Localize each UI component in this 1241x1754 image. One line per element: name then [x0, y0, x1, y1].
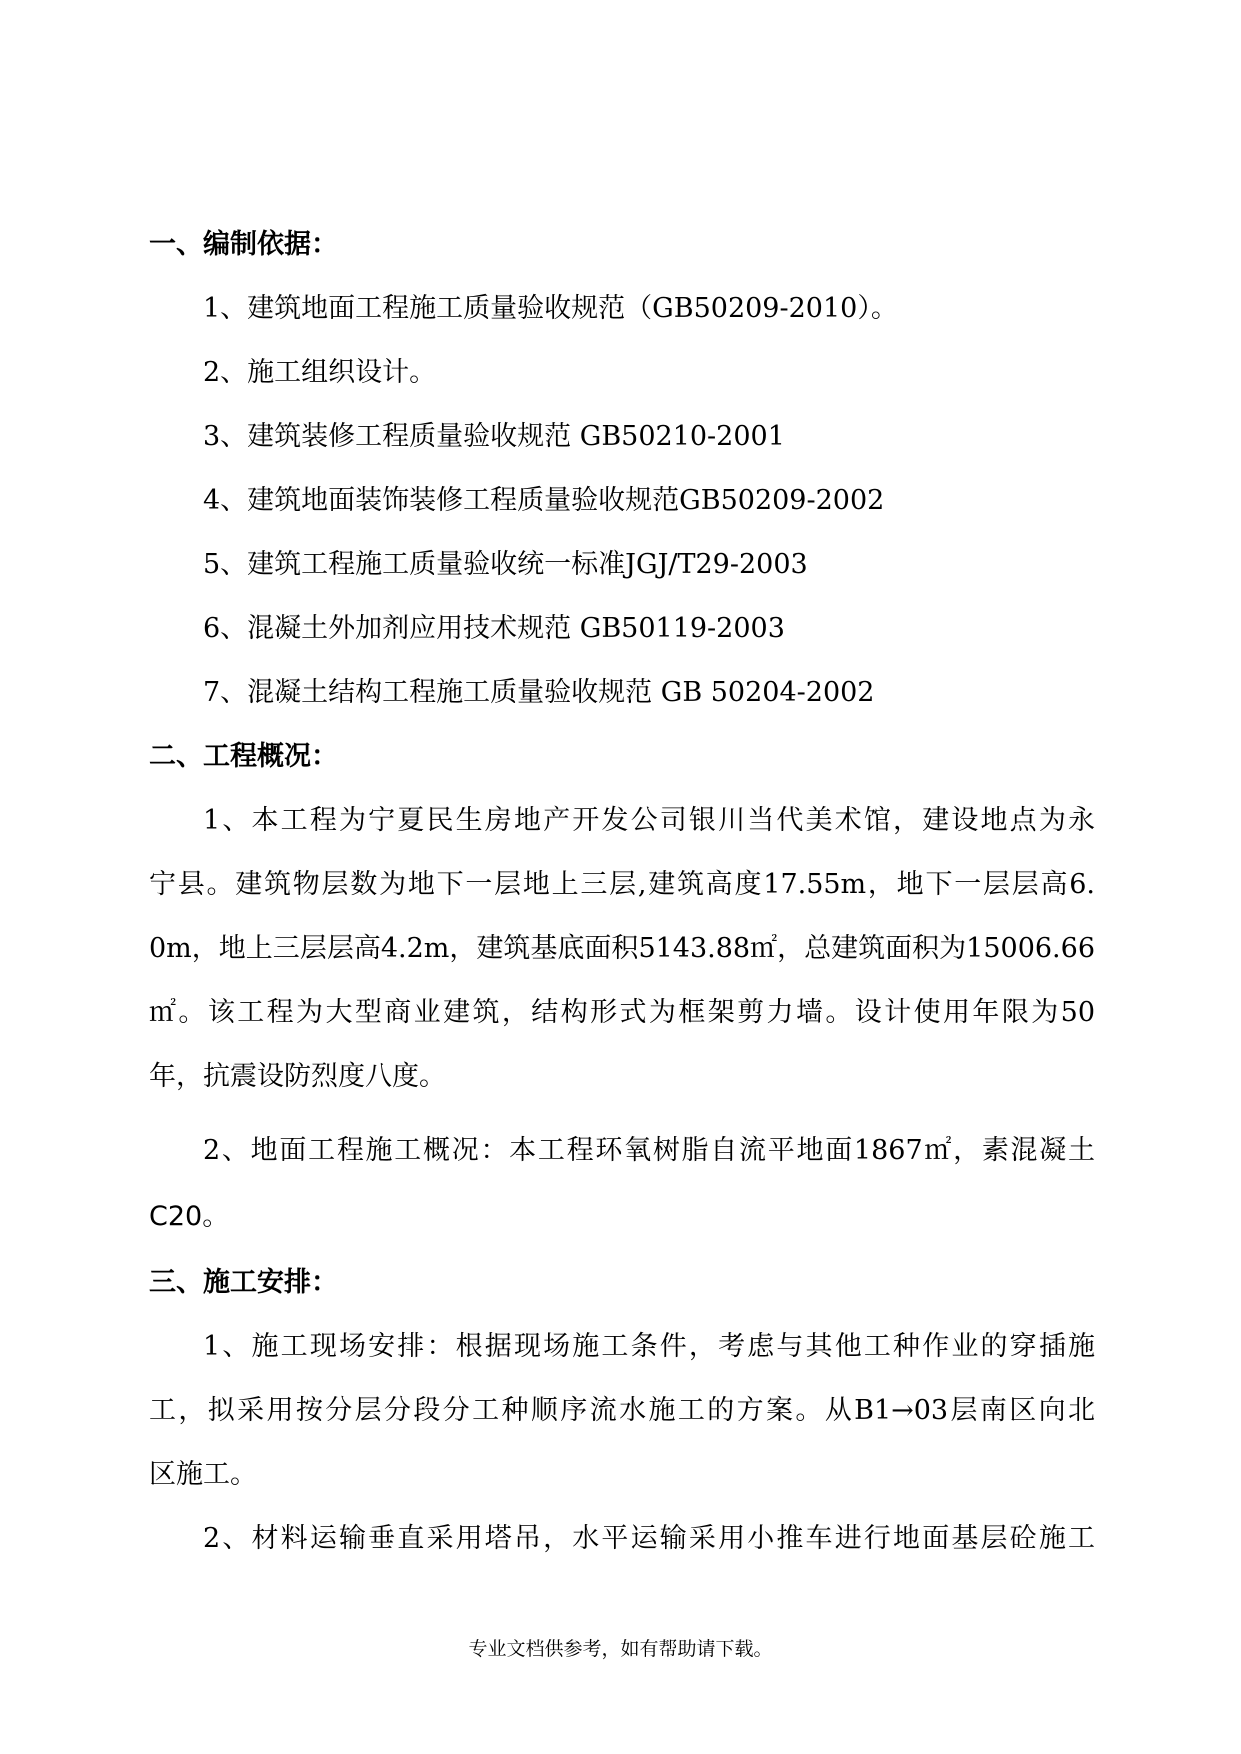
overview-paragraph-2-line-2: C20。: [149, 1201, 230, 1232]
basis-item-7: 7、混凝土结构工程施工质量验收规范 GB 50204-2002: [203, 677, 875, 708]
basis-item-6: 6、混凝土外加剂应用技术规范 GB50119-2003: [203, 613, 785, 644]
section-heading-overview: 二、工程概况：: [149, 741, 338, 772]
overview-paragraph-2-line-1: 2、地面工程施工概况：本工程环氧树脂自流平地面1867㎡，素混凝土: [203, 1135, 1095, 1166]
basis-item-1: 1、建筑地面工程施工质量验收规范（GB50209-2010）。: [203, 293, 898, 324]
overview-paragraph-1-line-4: ㎡。该工程为大型商业建筑，结构形式为框架剪力墙。设计使用年限为50: [149, 997, 1095, 1028]
overview-paragraph-1-line-2: 宁县。建筑物层数为地下一层地上三层,建筑高度17.55m，地下一层层高6.: [149, 869, 1095, 900]
overview-paragraph-1-line-3: 0m，地上三层层高4.2m，建筑基底面积5143.88㎡，总建筑面积为15006.66: [149, 933, 1095, 964]
overview-paragraph-1-line-1: 1、本工程为宁夏民生房地产开发公司银川当代美术馆，建设地点为永: [203, 805, 1095, 836]
basis-item-4: 4、建筑地面装饰装修工程质量验收规范GB50209-2002: [203, 485, 885, 516]
basis-item-3: 3、建筑装修工程质量验收规范 GB50210-2001: [203, 421, 785, 452]
arrangement-paragraph-1-line-3: 区施工。: [149, 1459, 257, 1490]
arrangement-paragraph-1-line-1: 1、施工现场安排：根据现场施工条件，考虑与其他工种作业的穿插施: [203, 1331, 1095, 1362]
overview-paragraph-1-line-5: 年，抗震设防烈度八度。: [149, 1061, 446, 1092]
arrangement-paragraph-1-line-2: 工，拟采用按分层分段分工种顺序流水施工的方案。从B1→03层南区向北: [149, 1395, 1095, 1426]
basis-item-5: 5、建筑工程施工质量验收统一标准JGJ/T29-2003: [203, 549, 808, 580]
page-footer: 专业文档供参考，如有帮助请下载。: [468, 1638, 773, 1660]
arrangement-paragraph-2-line-1: 2、材料运输垂直采用塔吊，水平运输采用小推车进行地面基层砼施工: [203, 1523, 1095, 1554]
section-heading-basis: 一、编制依据：: [149, 229, 338, 260]
basis-item-2: 2、施工组织设计。: [203, 357, 437, 388]
section-heading-arrangement: 三、施工安排：: [149, 1267, 338, 1298]
